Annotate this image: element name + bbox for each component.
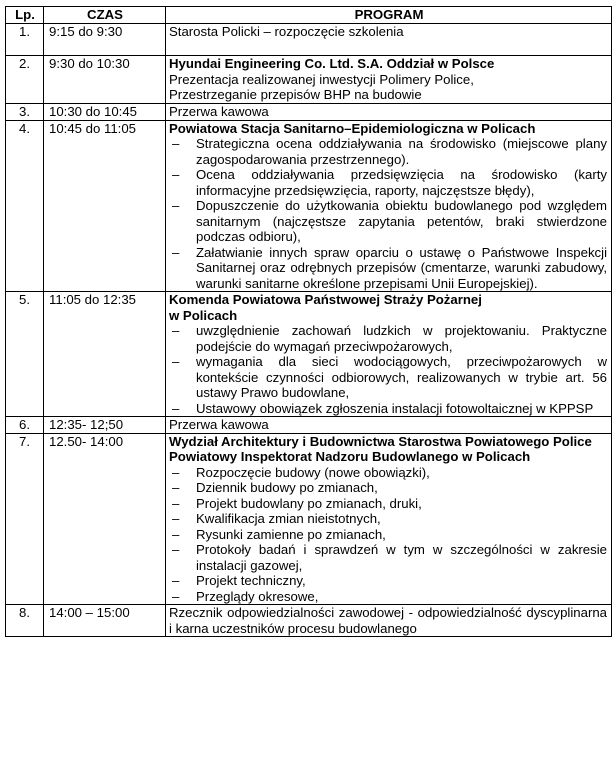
row-program [166,104,612,121]
list-item: – Dopuszczenie do użytkowania obiektu budowlanego pod względem sanitarnym (najczęstsze zapytania petentów, braki stwierdzone podczas odbioru), [169,198,607,245]
list-item: – Przeglądy okresowe, [169,589,607,605]
row-number: 8. [6,605,44,637]
list-item: – Ocena oddziaływania przedsięwzięcia na środowisko (karty informacyjne przedsięwzięcia, raporty, najczęstsze błędy), [169,167,607,198]
row-time: 9:30 do 10:30 [44,56,166,104]
program-list [169,323,607,416]
row-number: 4. [6,120,44,292]
list-item: – uwzględnienie zachowań ludzkich w projektowaniu. Praktyczne podejście do wymagań przeciwpożarowych, [169,323,607,354]
program-list [169,136,607,291]
program-title: Komenda Powiatowa Państwowej Straży Pożarnej [169,292,482,307]
header-lp: Lp. [6,7,44,24]
header-program: PROGRAM [166,7,612,24]
table-row [6,24,612,56]
program-subtitle: w Policach [169,307,238,323]
header-czas: CZAS [44,7,166,24]
row-time: 12:35- 12;50 [44,417,166,434]
list-item: – wymagania dla sieci wodociągowych, przeciwpożarowych w kontekście czynności odbiorowych, realizowanych w trybie art. 56 ustawy Prawo budowlane, [169,354,607,401]
table-row [6,417,612,434]
row-time: 9:15 do 9:30 [44,24,166,56]
list-item: – Rysunki zamienne po zmianach, [169,527,607,543]
program-title: Powiatowa Stacja Sanitarno–Epidemiologiczna w Policach [169,120,536,136]
list-item: – Kwalifikacja zmian nieistotnych, [169,511,607,527]
row-number: 3. [6,104,44,121]
row-number: 6. [6,417,44,434]
row-program [166,605,612,637]
row-program [166,433,612,605]
list-item: – Protokoły badań i sprawdzeń w tym w szczególności w zakresie instalacji gazowej, [169,542,607,573]
table-row [6,605,612,637]
table-row [6,120,612,292]
row-program [166,56,612,104]
list-item: – Rozpoczęcie budowy (nowe obowiązki), [169,465,607,481]
table-row [6,104,612,121]
list-item: – Dziennik budowy po zmianach, [169,480,607,496]
list-item: – Załatwianie innych spraw oparciu o ustawę o Państwowe Inspekcji Sanitarnej oraz odrębnych przepisów (cmentarze, warunki zabudowy, warunki sanitarne określone przepisami Unii Europejskiej). [169,245,607,292]
row-number: 5. [6,292,44,417]
row-program [166,120,612,292]
list-item: – Projekt budowlany po zmianach, druki, [169,496,607,512]
program-text: Starosta Policki – rozpoczęcie szkolenia [169,24,404,39]
list-item: – Projekt techniczny, [169,573,607,589]
program-subtitle: Powiatowy Inspektorat Nadzoru Budowlanego w Policach [169,449,531,464]
program-text: Przestrzeganie przepisów BHP na budowie [169,87,422,102]
program-text: Przerwa kawowa [169,417,269,432]
table-row [6,56,612,104]
row-number: 7. [6,433,44,605]
row-number: 1. [6,24,44,56]
table-row [6,433,612,605]
program-title: Wydział Architektury i Budownictwa Starostwa Powiatowego Police [169,433,592,449]
row-number: 2. [6,56,44,104]
row-time: 14:00 – 15:00 [44,605,166,637]
list-item: – Ustawowy obowiązek zgłoszenia instalacji fotowoltaicznej w KPPSP [169,401,607,417]
row-time: 10:30 do 10:45 [44,104,166,121]
row-time: 10:45 do 11:05 [44,120,166,292]
row-program [166,24,612,56]
table-row [6,292,612,417]
program-table [5,6,612,637]
program-list [169,465,607,605]
program-text: Rzecznik odpowiedzialności zawodowej - odpowiedzialność dyscyplinarna i karna uczestników procesu budowlanego [169,605,607,636]
row-time: 11:05 do 12:35 [44,292,166,417]
program-title: Hyundai Engineering Co. Ltd. S.A. Oddział w Polsce [169,56,495,71]
row-program [166,417,612,434]
program-text: Przerwa kawowa [169,104,269,119]
row-time: 12.50- 14:00 [44,433,166,605]
header-row [6,7,612,24]
program-text: Prezentacja realizowanej inwestycji Polimery Police, [169,71,474,87]
list-item: – Strategiczna ocena oddziaływania na środowisko (miejscowe plany zagospodarowania przestrzennego). [169,136,607,167]
row-program [166,292,612,417]
